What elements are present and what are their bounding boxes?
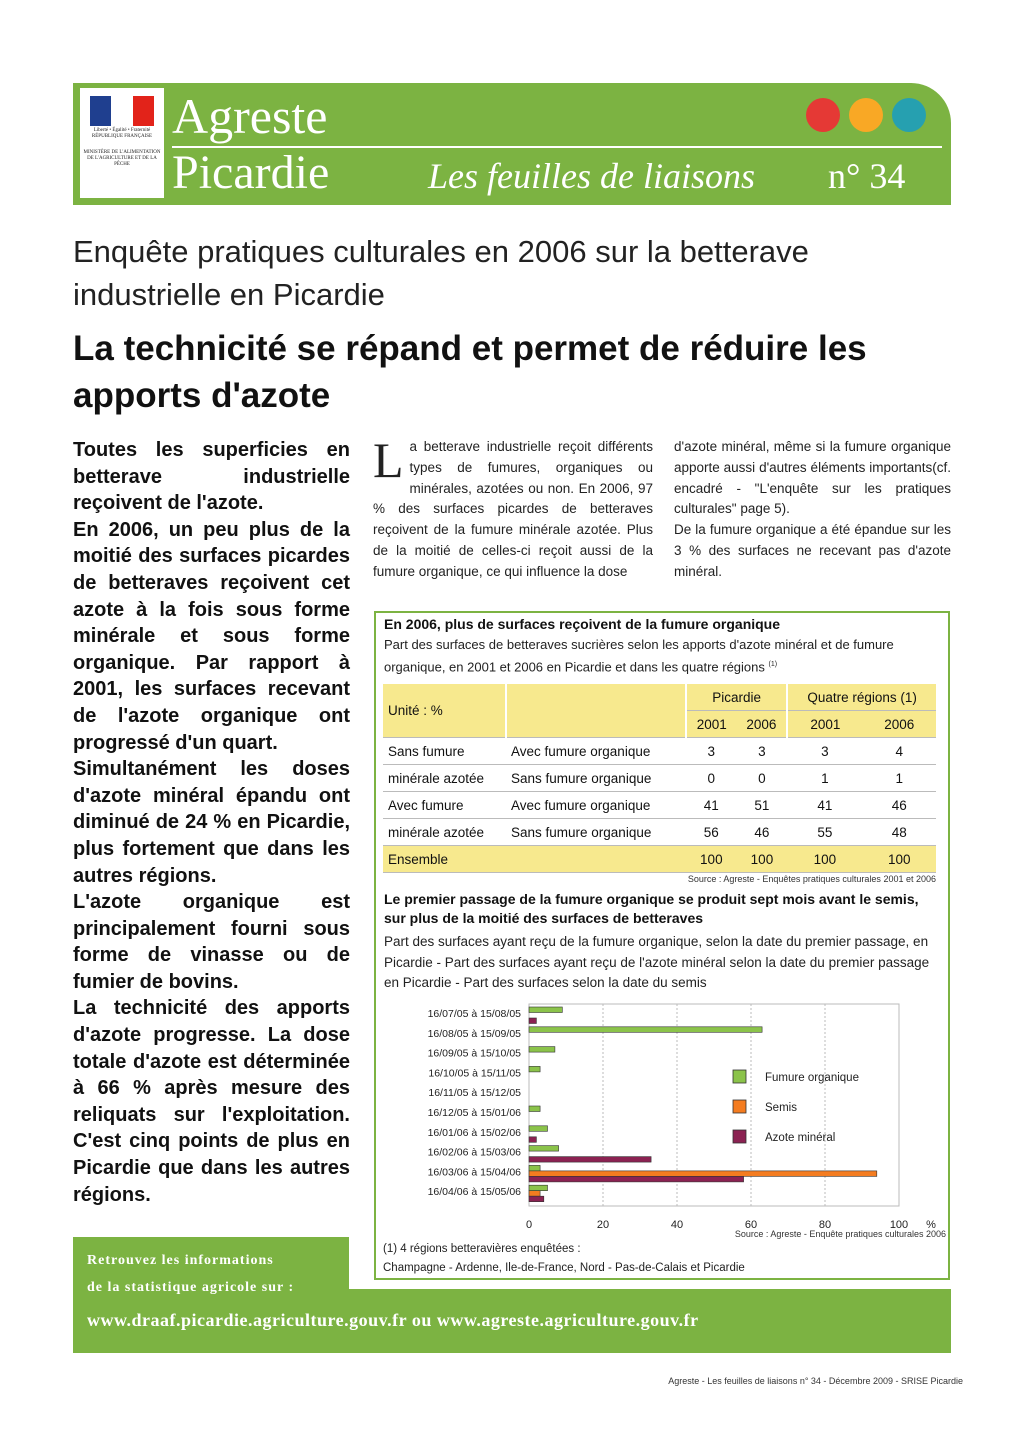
body-column-middle [373,432,653,583]
table-row: minérale azotée Sans fumure organique 56 46 55 48 [383,819,936,846]
footer-links[interactable]: www.draaf.picardie.agriculture.gouv.fr ou www.agreste.agriculture.gouv.fr [87,1310,699,1330]
category-label: 16/03/06 à 15/04/06 [427,1166,521,1179]
blue-dot-icon [892,98,926,132]
tick-label: 100 [889,1219,909,1230]
tick-label: 0 [525,1219,533,1230]
tick-label: 20 [596,1219,610,1230]
table-row: minérale azotée Sans fumure organique 0 0 1 1 [383,765,936,792]
flag-icon [90,96,154,126]
bar [529,1047,555,1053]
footnote-line: Champagne - Ardenne, Ile-de-France, Nord - Pas-de-Calais et Picardie [383,1262,745,1274]
legend-swatch [733,1070,746,1083]
bar [529,1007,562,1013]
legend-label: Fumure organique [765,1072,859,1084]
table-row: Sans fumure Avec fumure organique 3 3 3 4 [383,738,936,765]
legend-label: Azote minéral [765,1132,836,1144]
orange-dot-icon [849,98,883,132]
category-label: 16/02/06 à 15/03/06 [427,1146,521,1159]
tick-label: 80 [818,1219,832,1230]
bar [529,1126,548,1132]
page-subtitle: Enquête pratiques culturales en 2006 sur la betterave industrielle en Picardie [73,234,809,312]
page-title: La technicité se répand et permet de réduire les apports d'azote [73,329,867,415]
series-title: Les feuilles de liaisons [428,156,755,196]
category-label: 16/07/05 à 15/08/05 [427,1008,521,1020]
tick-label: 60 [744,1219,758,1230]
lead-paragraph: Toutes les superficies en betterave industrielle reçoivent de l'azote. [73,439,350,515]
bar [529,1196,544,1202]
category-label: 16/12/05 à 15/01/06 [427,1107,521,1119]
chart-title: Le premier passage de la fumure organique se produit sept mois avant le semis, sur plus de la moitié des surfaces de betteraves [384,891,919,926]
bar [529,1185,548,1191]
category-label: 16/11/05 à 15/12/05 [428,1087,521,1100]
brand-agreste: Agreste [172,88,328,144]
lead-summary [73,437,350,1208]
category-label: 16/04/06 à 15/05/06 [427,1186,521,1199]
page-footer: Agreste - Les feuilles de liaisons n° 34 - Décembre 2009 - SRISE Picardie [668,1376,963,1386]
legend-swatch [733,1130,746,1143]
lead-paragraph: Simultanément les doses d'azote minéral épandu ont diminué de 24 % en Picardie, plus fortement que dans les autres régions. [73,758,350,887]
chart-source: Source : Agreste - Enquête pratiques culturales 2006 [734,1229,946,1239]
logo-ministry-text: MINISTÈRE DE L'ALIMENTATION DE L'AGRICULTURE ET DE LA PÊCHE [83,150,161,167]
col-year: 2006 [863,711,936,738]
lead-paragraph: L'azote organique est principalement fourni sous forme de vinasse ou de fumier de bovins. [73,891,350,993]
bar [529,1106,540,1112]
lead-paragraph: La technicité des apports d'azote progresse. La dose totale d'azote est déterminée à 66 % après mesure des reliquats sur l'exploitation. C'est cinq points de plus en Picardie que dans les autres régions. [73,997,350,1206]
table-unit: Unité : % [383,684,506,738]
table-title: En 2006, plus de surfaces reçoivent de la fumure organique [384,616,781,632]
table-total-row: Ensemble 100 100 100 100 [383,846,936,873]
bar [529,1018,536,1024]
axis-unit: % [926,1219,936,1230]
footnote-line: (1) 4 régions betteravières enquêtées : [383,1243,581,1255]
body-text: De la fumure organique a été épandue sur les 3 % des surfaces ne recevant pas d'azote minéral. [674,522,951,579]
issue-number: n° 34 [828,156,906,196]
bar-chart [383,1000,943,1230]
bar [529,1191,540,1197]
table-source: Source : Agreste - Enquêtes pratiques culturales 2001 et 2006 [687,874,936,884]
table-description: Part des surfaces de betteraves sucrières selon les apports d'azote minéral et de fumure organique, en 2001 et 2006 en Picardie et dans les quatre régions $^{(1)}$ [384,637,894,675]
col-group-picardie: Picardie [686,684,787,711]
legend-swatch [733,1100,746,1113]
lead-paragraph: En 2006, un peu plus de la moitié des surfaces picardes de betteraves reçoivent cet azote à la fois sous forme minérale et sous forme organique. Par rapport à 2001, les surfaces recevant de l'azote organique ont progressé d'un quart. [73,518,350,754]
nitrogen-table [383,684,936,873]
legend-label: Semis [765,1102,797,1114]
col-year: 2001 [787,711,862,738]
body-text: a betterave industrielle reçoit différents types de fumures, organiques ou minérales, azotées ou non. En 2006, 97 % des surfaces picardes de betteraves reçoivent de la fumure minérale azotée. Plus de la moitié de celles-ci reçoit aussi de la fumure organique, ce qui influence la dose [373,439,653,579]
category-label: 16/09/05 à 15/10/05 [427,1047,521,1060]
logo-republic-text: Liberté • Égalité • Fraternité RÉPUBLIQUE FRANÇAISE [91,128,153,139]
col-year: 2006 [737,711,788,738]
bar [529,1146,559,1152]
chart-description: Part des surfaces ayant reçu de la fumure organique, selon la date du premier passage, en Picardie - Part des surfaces ayant reçu de l'azote minéral selon la date du premier passage en Picardie - Part des surfaces selon la date du semis [384,934,930,990]
body-column-right [674,437,951,583]
bar [529,1137,536,1143]
bar [529,1176,744,1182]
category-label: 16/01/06 à 15/02/06 [427,1126,521,1139]
col-group-four-regions: Quatre régions (1) [787,684,936,711]
body-text: d'azote minéral, même si la fumure organique apporte aussi d'autres éléments importants(cf. encadré - "L'enquête sur les pratiques culturales" page 5). [674,439,951,517]
dropcap: L [373,432,404,488]
brand-picardie: Picardie [172,146,330,199]
bar [529,1157,651,1163]
category-label: 16/10/05 à 15/11/05 [428,1067,521,1080]
bar [529,1165,540,1171]
footer-invite: Retrouvez les informations de la statistique agricole sur : [87,1253,295,1295]
red-dot-icon [806,98,840,132]
bar [529,1171,877,1177]
table-row: Avec fumure Avec fumure organique 41 51 41 46 [383,792,936,819]
category-label: 16/08/05 à 15/09/05 [427,1027,521,1040]
bar [529,1027,762,1033]
col-year: 2001 [686,711,737,738]
footnote-ref: (1) [768,661,778,668]
bar [529,1066,540,1072]
tick-label: 40 [670,1219,684,1230]
